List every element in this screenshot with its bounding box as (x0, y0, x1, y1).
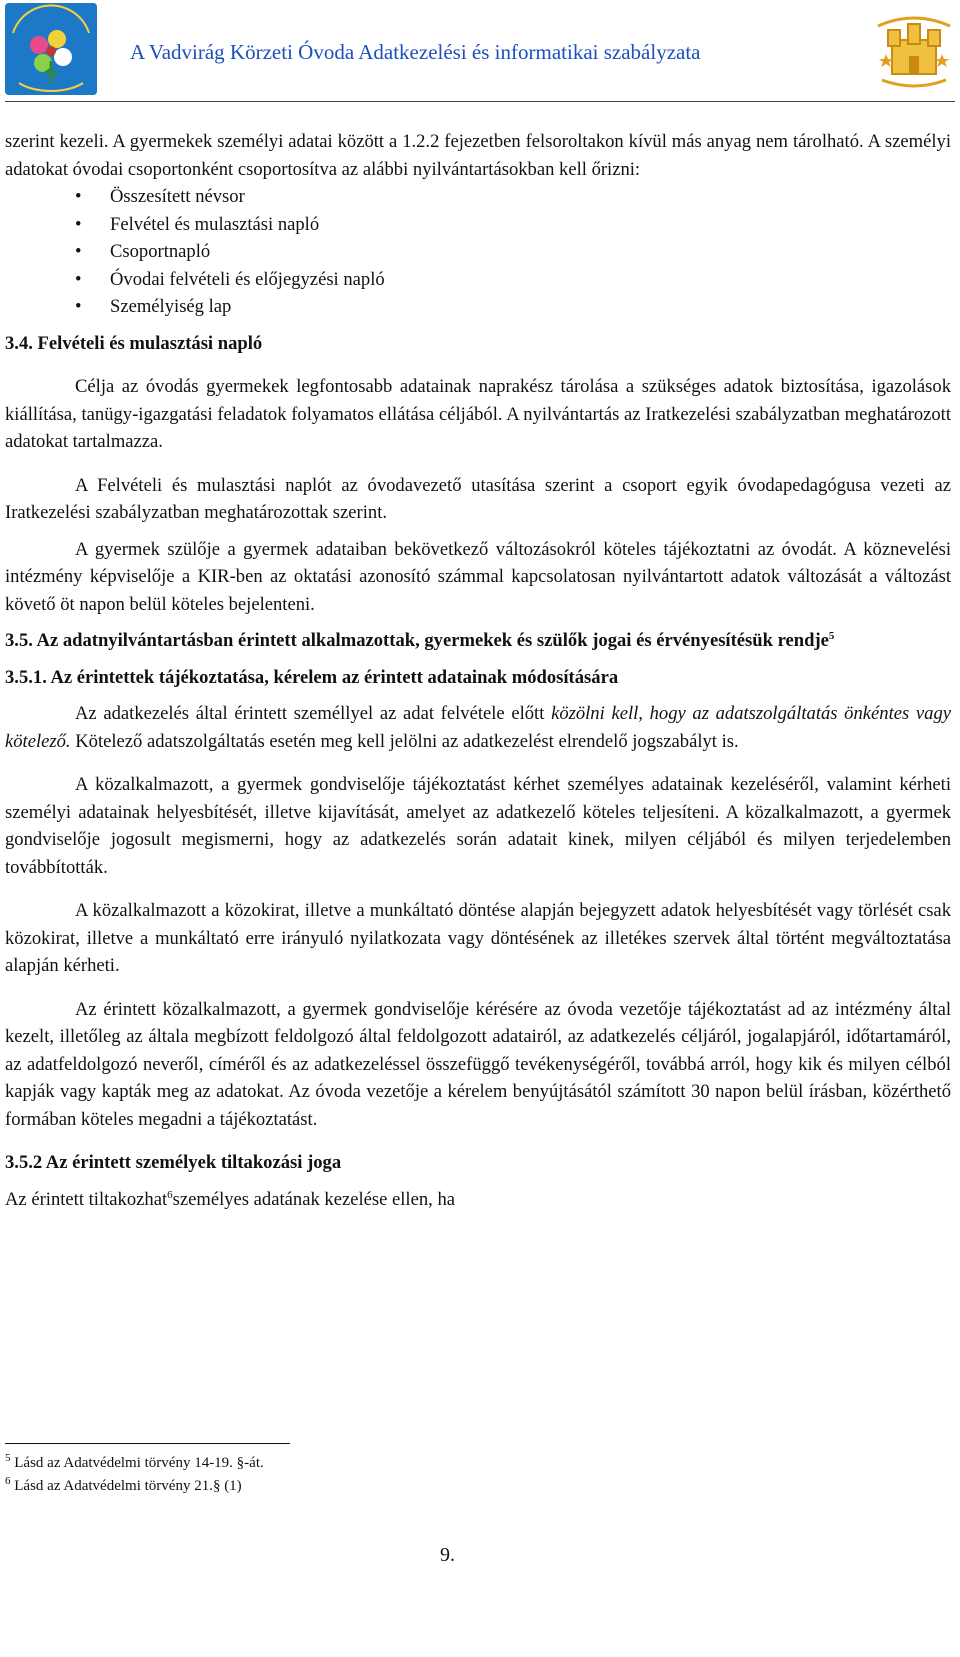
intro-paragraph: szerint kezeli. A gyermekek személyi adatai között a 1.2.2 fejezetben felsoroltakon kívül más anyag nem tárolható. A személyi adatokat óvodai csoportonként csoportosítva az alábbi nyilvántartásokban kell őrizni: (5, 131, 951, 180)
section-3-4-paragraph-2: A Felvételi és mulasztási naplót az óvodavezető utasítása szerint a csoport egyik óvodapedagógusa vezeti az Iratkezelési szabályzatban meghatározottak szerint. (5, 474, 951, 523)
section-3-5-1-paragraph-4: Az érintett közalkalmazott, a gyermek gondviselője kérésére az óvoda vezetője tájékoztatást ad az intézmény által kezelt, illetőleg az általa megbízott feldolgozó által feldolgozott adatairól, az adatkezelés céljáról, jogalapjáról, időtartamáról, az adatfeldolgozó neveről, címéről és az adatkezeléssel összefüggő tevékenységéről, továbbá arról, hogy kik és milyen célból kapják vagy kapták meg az adatokat. Az óvoda vezetője a kérelem benyújtásától számított 30 napon belül írásban, közérthető formában köteles megadni a tájékoztatást. (5, 998, 951, 1130)
footnotes (5, 1452, 905, 1498)
header-divider (5, 101, 955, 102)
wildflower-logo-icon (5, 3, 97, 95)
section-3-4-paragraph-3: A gyermek szülője a gyermek adataiban bekövetkező változásokról köteles tájékoztatni az óvodát. A köznevelési intézmény képviselője a KIR-ben az oktatási azonosító számmal kapcsolatosan nyilvántartott adatok változását a változást követő öt napon belül köteles bejelenteni. (5, 538, 951, 615)
list-item: • Összesített névsor (5, 183, 951, 211)
header-title: A Vadvirág Körzeti Óvoda Adatkezelési és informatikai szabályzata (130, 40, 701, 64)
bullet-dot-icon: • (75, 268, 82, 290)
list-item: • Óvodai felvételi és előjegyzési napló (5, 266, 951, 294)
star-castle-logo-icon (872, 6, 956, 92)
list-item: • Személyiség lap (5, 293, 951, 321)
footnote-5: $^5$ Lásd az Adatvédelmi törvény 14-19. §-át. (5, 1452, 264, 1471)
list-item: • Csoportnapló (5, 238, 951, 266)
section-3-5-1-paragraph-1: Az adatkezelés által érintett személlyel az adat felvétele előtt közölni kell, hogy az adatszolgáltatás önkéntes vagy kötelező. Kötelező adatszolgáltatás esetén meg kell jelölni az adatkezelést elrendelő jogszabályt is. (5, 703, 952, 752)
section-3-5-2-heading: 3.5.2 Az érintett személyek tiltakozási joga (5, 1152, 342, 1173)
section-3-5-1-heading: 3.5.1. Az érintettek tájékoztatása, kérelem az érintett adatainak módosítására (5, 666, 619, 688)
section-3-5-1-paragraph-3: A közalkalmazott a közokirat, illetve a munkáltató döntése alapján bejegyzett adatok helyesbítését vagy törlését csak közokirat, illetve a munkáltató erre irányuló nyilatkozata vagy döntésének az illetékes szervek által történt megváltoztatása alapján kérheti. (5, 900, 951, 976)
footnote-6: $^6$ Lásd az Adatvédelmi törvény 21.§ (1) (5, 1475, 242, 1494)
records-list (5, 183, 951, 321)
section-3-5-heading: 3.5. Az adatnyilvántartásban érintett alkalmazottak, gyermekek és szülők jogai és érvényesítésük rendje$^5$ (5, 629, 835, 651)
page-number: 9. (440, 1544, 455, 1566)
bullet-dot-icon: • (75, 241, 82, 262)
bullet-dot-icon: • (75, 296, 82, 317)
footnote-divider (5, 1443, 290, 1444)
section-3-5-1-paragraph-2: A közalkalmazott, a gyermek gondviselője tájékoztatást kérhet személyes adatainak kezeléséről, valamint kérheti személyi adatainak helyesbítését, illetve kijavítását, amelyet az adatkezelő köteles teljesíteni. A közalkalmazott, a gyermek gondviselője jogosult megismerni, hogy az adatkezelés során adatait kinek, milyen céljából és milyen terjedelemben továbbították. (5, 774, 951, 878)
section-3-5-2-paragraph-1: Az érintett tiltakozhat$^6$személyes adatának kezelése ellen, ha (5, 1188, 455, 1210)
page-header (0, 0, 960, 104)
bullet-dot-icon: • (75, 213, 82, 235)
page-body (5, 128, 951, 1213)
section-3-4-heading: 3.4. Felvételi és mulasztási napló (5, 332, 263, 354)
bullet-dot-icon: • (75, 186, 82, 207)
list-item: • Felvétel és mulasztási napló (5, 211, 951, 239)
section-3-4-paragraph-1: Célja az óvodás gyermekek legfontosabb adatainak naprakész tárolása a szükséges adatok biztosítása, igazolások kiállítása, tanügy-igazgatási feladatok folyamatos ellátása céljából. A nyilvántartás az Iratkezelési szabályzatban meghatározott adatokat tartalmazza. (5, 376, 951, 452)
